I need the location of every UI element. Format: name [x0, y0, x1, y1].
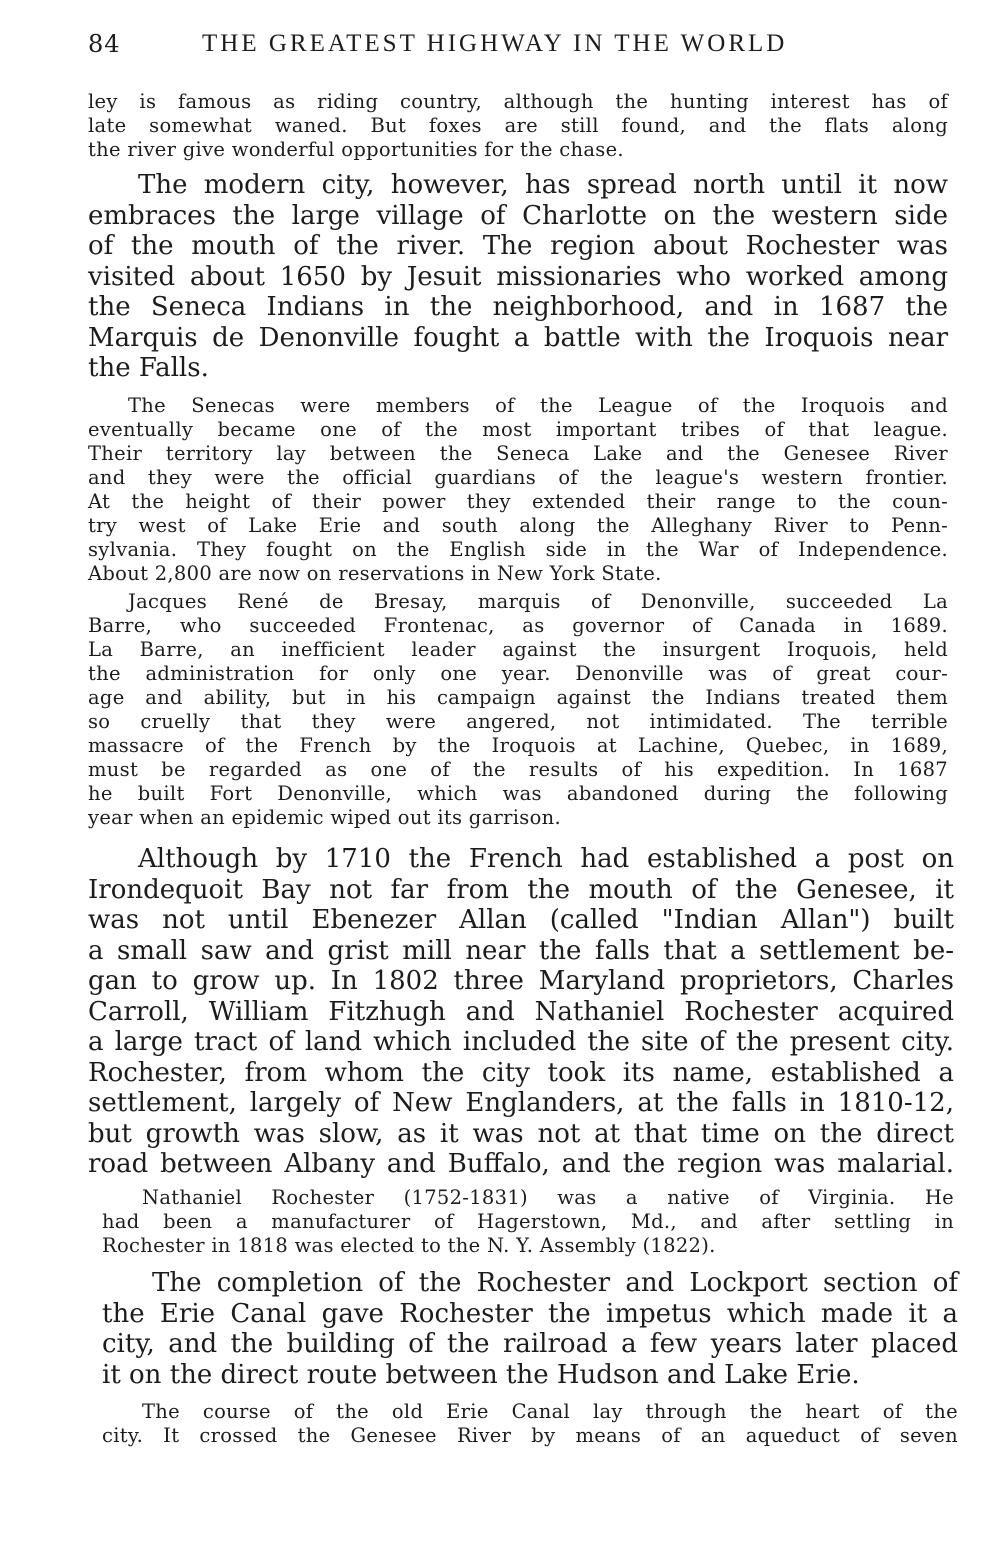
text-line: Marquis de Denonville fought a battle with the Iroquois near — [88, 322, 948, 353]
paragraph-settlement — [88, 844, 954, 1180]
text-line: sylvania. They fought on the English side in the War of Independence. — [88, 538, 948, 561]
paragraph-modern-city — [88, 170, 948, 384]
text-line: the Erie Canal gave Rochester the impetus which made it a — [102, 1298, 958, 1329]
note-denonville — [88, 590, 948, 830]
paragraph-erie-canal — [102, 1268, 958, 1390]
text-line: Irondequoit Bay not far from the mouth of the Genesee, it — [88, 874, 954, 905]
text-line: and they were the official guardians of the league's western frontier. — [88, 466, 948, 489]
text-line: Nathaniel Rochester (1752-1831) was a native of Virginia. He — [142, 1186, 954, 1209]
note-senecas — [88, 394, 948, 586]
text-line: a small saw and grist mill near the falls that a settlement be- — [88, 935, 954, 966]
text-line: he built Fort Denonville, which was abandoned during the following — [88, 782, 948, 805]
text-line: gan to grow up. In 1802 three Maryland proprietors, Charles — [88, 966, 954, 996]
page-number: 84 — [88, 30, 121, 58]
text-line: the Falls. — [88, 353, 209, 383]
text-line: the administration for only one year. Denonville was of great cour- — [88, 662, 948, 685]
text-line: Barre, who succeeded Frontenac, as governor of Canada in 1689. — [88, 614, 948, 637]
text-line: The modern city, however, has spread north until it now — [138, 170, 948, 200]
text-line: late somewhat waned. But foxes are still found, and the flats along — [88, 114, 948, 137]
page-header — [88, 30, 958, 70]
text-line: embraces the large village of Charlotte on the western side — [88, 200, 948, 231]
note-nathaniel-rochester — [102, 1186, 954, 1258]
text-line: The course of the old Erie Canal lay through the heart of the — [142, 1400, 958, 1423]
text-line: Rochester in 1818 was elected to the N. Y. Assembly (1822). — [102, 1234, 716, 1257]
text-line: Their territory lay between the Seneca Lake and the Genesee River — [88, 442, 948, 465]
text-line: ley is famous as riding country, although the hunting interest has of — [88, 90, 948, 113]
text-line: year when an epidemic wiped out its garrison. — [88, 806, 561, 829]
text-line: settlement, largely of New Englanders, at the falls in 1810-12, — [88, 1088, 954, 1118]
text-line: city. It crossed the Genesee River by means of an aqueduct of seven — [102, 1424, 958, 1447]
text-line: of the mouth of the river. The region about Rochester was — [88, 231, 948, 261]
text-line: visited about 1650 by Jesuit missionaries who worked among — [88, 261, 948, 292]
text-line: About 2,800 are now on reservations in New York State. — [88, 562, 662, 585]
text-line: massacre of the French by the Iroquois at Lachine, Quebec, in 1689, — [88, 734, 948, 757]
text-line: age and ability, but in his campaign against the Indians treated them — [88, 686, 948, 709]
text-line: Jacques René de Bresay, marquis of Denonville, succeeded La — [128, 590, 948, 613]
text-line: it on the direct route between the Hudson and Lake Erie. — [102, 1359, 860, 1390]
text-line: Although by 1710 the French had established a post on — [138, 844, 954, 874]
text-line: La Barre, an inefficient leader against the insurgent Iroquois, held — [88, 638, 948, 661]
text-line: had been a manufacturer of Hagerstown, Md., and after settling in — [102, 1210, 954, 1233]
text-line: the river give wonderful opportunities for the chase. — [88, 138, 624, 161]
note-old-canal — [102, 1400, 958, 1448]
text-line: The Senecas were members of the League of the Iroquois and — [128, 394, 948, 417]
text-line: Rochester, from whom the city took its name, established a — [88, 1057, 954, 1088]
text-line: city, and the building of the railroad a few years later placed — [102, 1329, 958, 1359]
text-line: eventually became one of the most important tribes of that league. — [88, 418, 948, 441]
text-line: At the height of their power they extended their range to the coun- — [88, 490, 948, 513]
text-line: but growth was slow, as it was not at that time on the direct — [88, 1118, 954, 1149]
text-line: The completion of the Rochester and Lockport section of — [152, 1268, 958, 1298]
text-line: so cruelly that they were angered, not intimidated. The terrible — [88, 710, 948, 733]
text-line: the Seneca Indians in the neighborhood, and in 1687 the — [88, 292, 948, 322]
text-line: a large tract of land which included the site of the present city. — [88, 1027, 954, 1057]
text-line: must be regarded as one of the results of his expedition. In 1687 — [88, 758, 948, 781]
text-line: was not until Ebenezer Allan (called "Indian Allan") built — [88, 905, 954, 935]
text-line: Carroll, William Fitzhugh and Nathaniel Rochester acquired — [88, 996, 954, 1027]
paragraph-fox-hunting — [88, 90, 948, 162]
running-head: THE GREATEST HIGHWAY IN THE WORLD — [202, 30, 788, 57]
text-line: try west of Lake Erie and south along the Alleghany River to Penn- — [88, 514, 948, 537]
text-line: road between Albany and Buffalo, and the region was malarial. — [88, 1149, 954, 1179]
